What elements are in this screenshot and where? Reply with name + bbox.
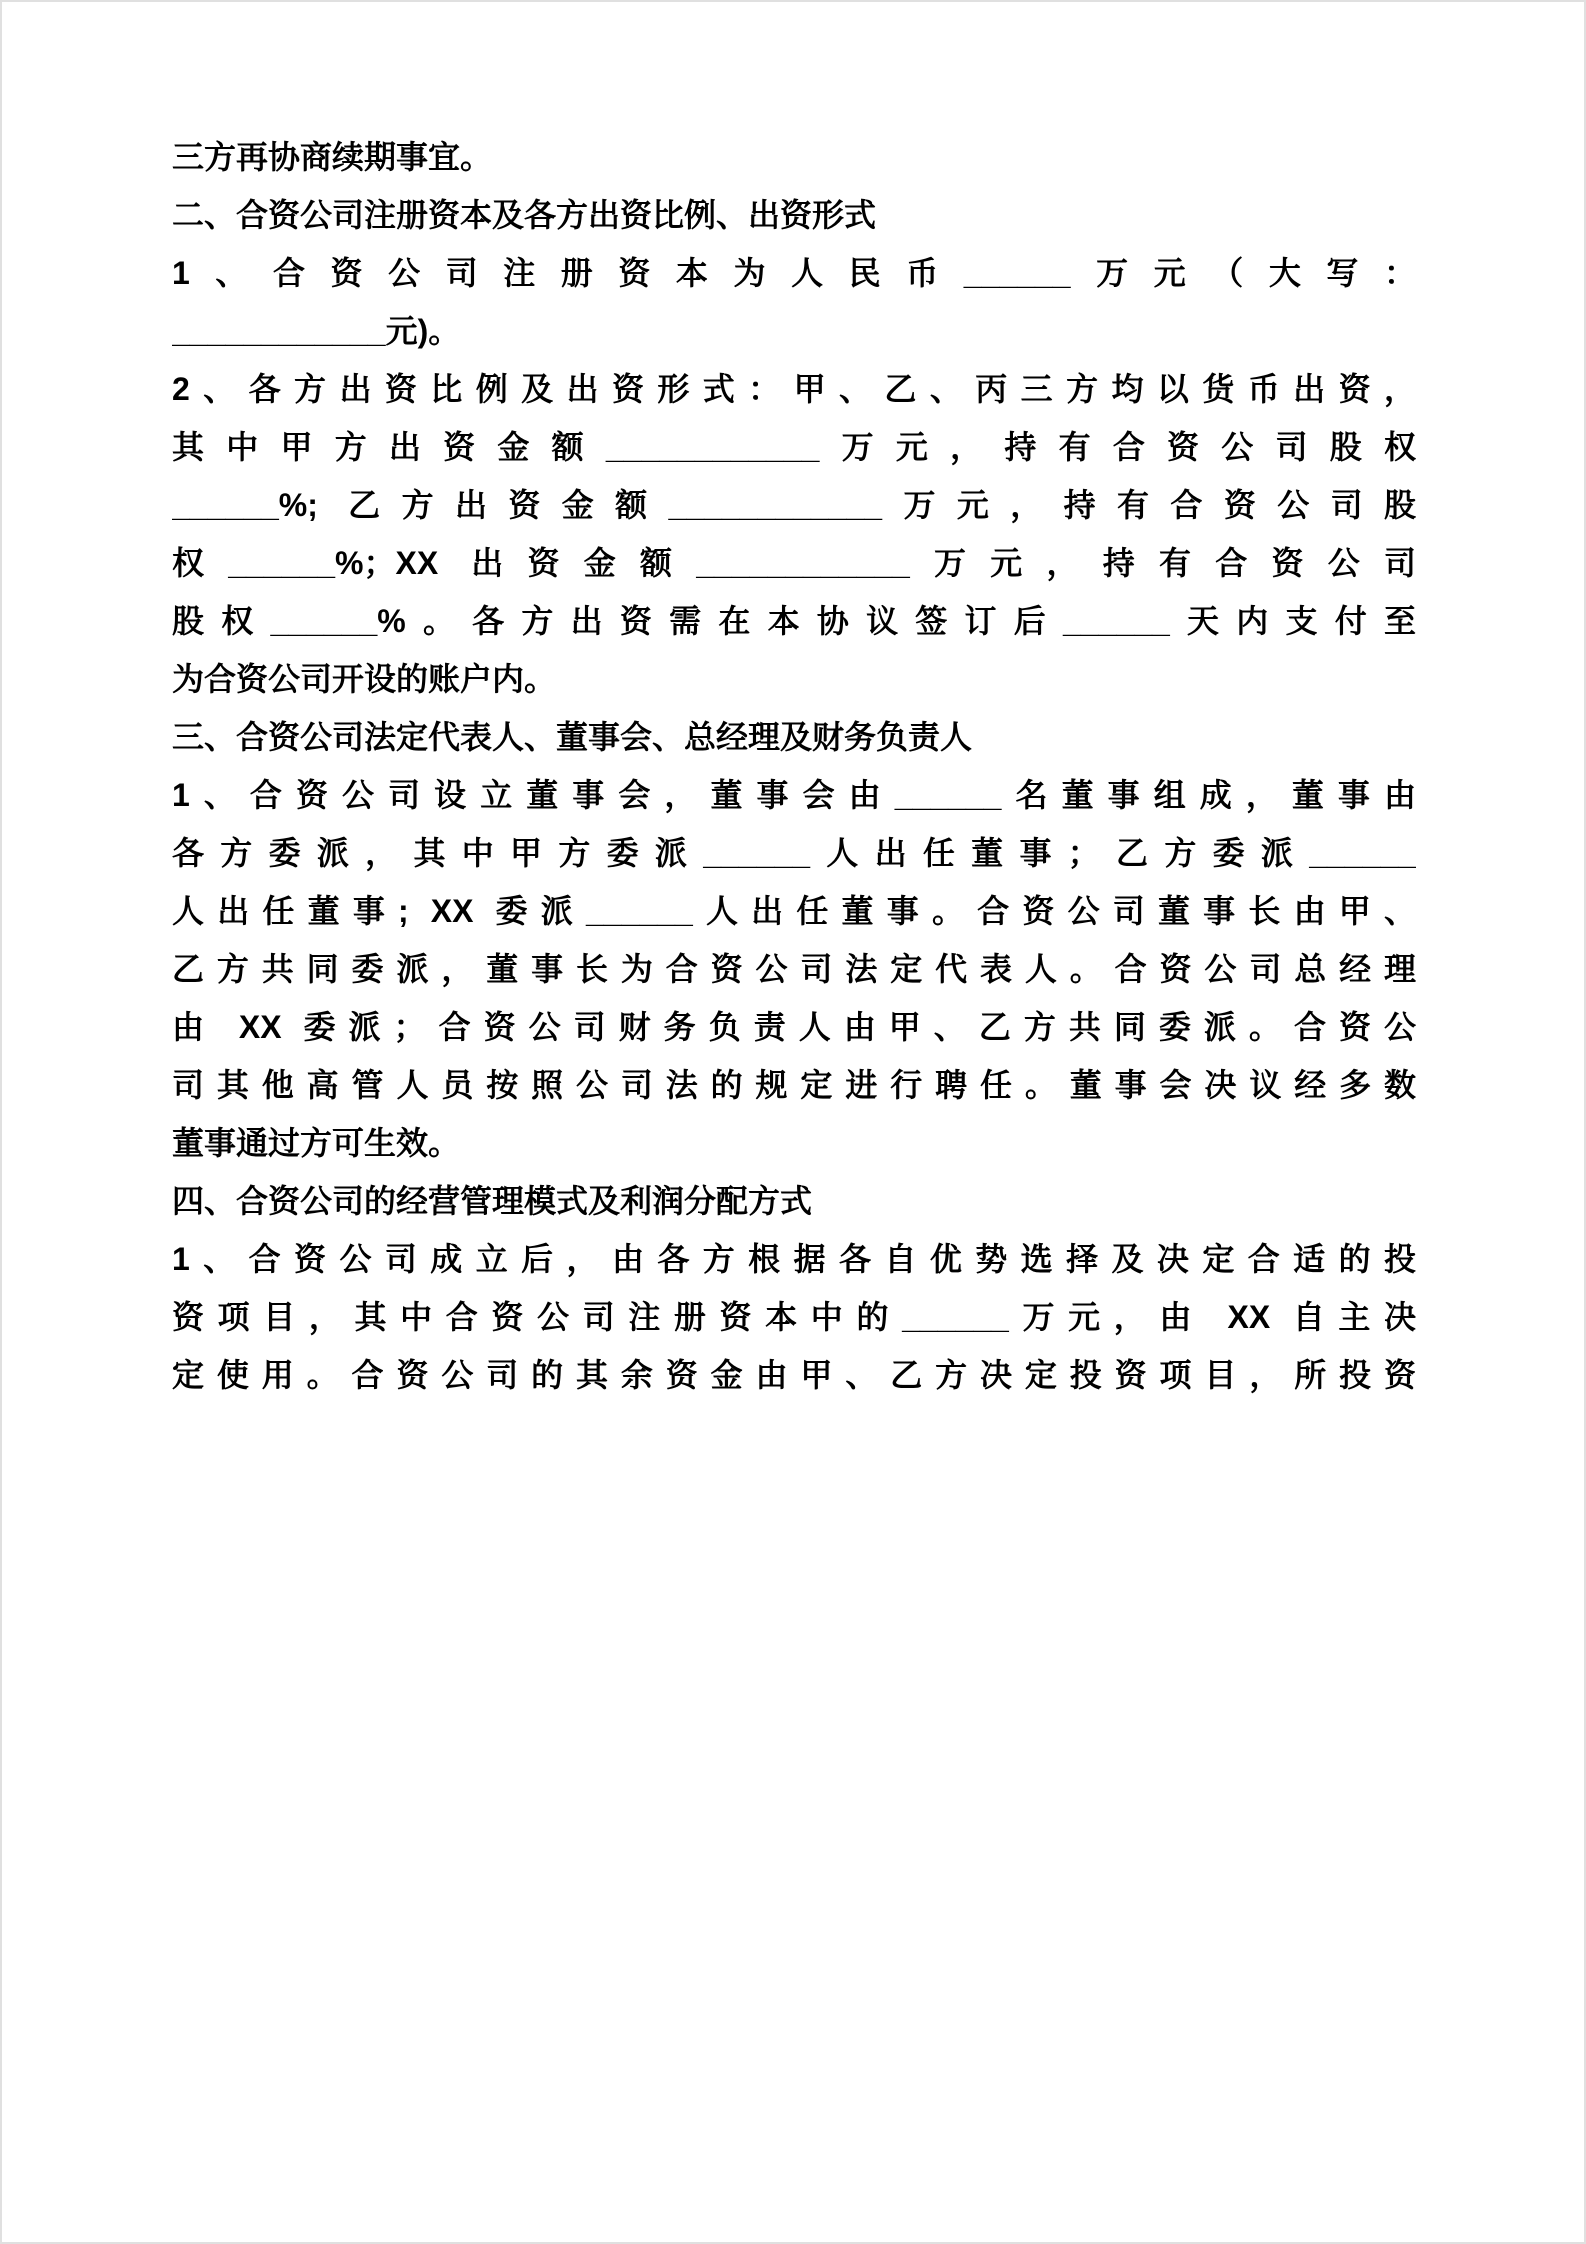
text-line: 为合资公司开设的账户内。 xyxy=(172,661,557,697)
text-line: 三方再协商续期事宜。 xyxy=(172,139,493,175)
section-heading: 二、合资公司注册资本及各方出资比例、出资形式 xyxy=(172,197,877,233)
text-line: 1、合资公司注册资本为人民币______万元（大写： xyxy=(172,255,1416,291)
text-line: 2、各方出资比例及出资形式：甲、乙、丙三方均以货币出资， xyxy=(172,371,1416,407)
text-line: 权______%；XX 出资金额____________万元，持有合资公司 xyxy=(172,545,1416,581)
text-line: 定使用。合资公司的其余资金由甲、乙方决定投资项目，所投资 xyxy=(172,1357,1416,1393)
text-line: 资项目，其中合资公司注册资本中的______万元，由 XX 自主决 xyxy=(172,1299,1416,1335)
text-line: 乙方共同委派，董事长为合资公司法定代表人。合资公司总经理 xyxy=(172,951,1416,987)
text-line: 各方委派，其中甲方委派______人出任董事；乙方委派______ xyxy=(172,835,1416,871)
text-line: ______%; 乙方出资金额____________万元，持有合资公司股 xyxy=(172,487,1416,523)
text-line: 人出任董事; XX 委派______人出任董事。合资公司董事长由甲、 xyxy=(172,893,1416,929)
section-heading: 四、合资公司的经营管理模式及利润分配方式 xyxy=(172,1183,813,1219)
text-line: 司其他高管人员按照公司法的规定进行聘任。董事会决议经多数 xyxy=(172,1067,1416,1103)
text-line: ____________元)。 xyxy=(172,313,461,349)
text-line: 1、合资公司成立后，由各方根据各自优势选择及决定合适的投 xyxy=(172,1241,1416,1277)
text-line: 其中甲方出资金额____________万元，持有合资公司股权 xyxy=(172,429,1416,465)
text-line: 1、合资公司设立董事会，董事会由______名董事组成，董事由 xyxy=(172,777,1416,813)
text-line: 股权______%。各方出资需在本协议签订后______天内支付至 xyxy=(172,603,1416,639)
text-line: 董事通过方可生效。 xyxy=(172,1125,461,1161)
document-page xyxy=(2,2,1584,1404)
text-line: 由 XX 委派；合资公司财务负责人由甲、乙方共同委派。合资公 xyxy=(172,1009,1416,1045)
section-heading: 三、合资公司法定代表人、董事会、总经理及财务负责人 xyxy=(172,719,973,755)
